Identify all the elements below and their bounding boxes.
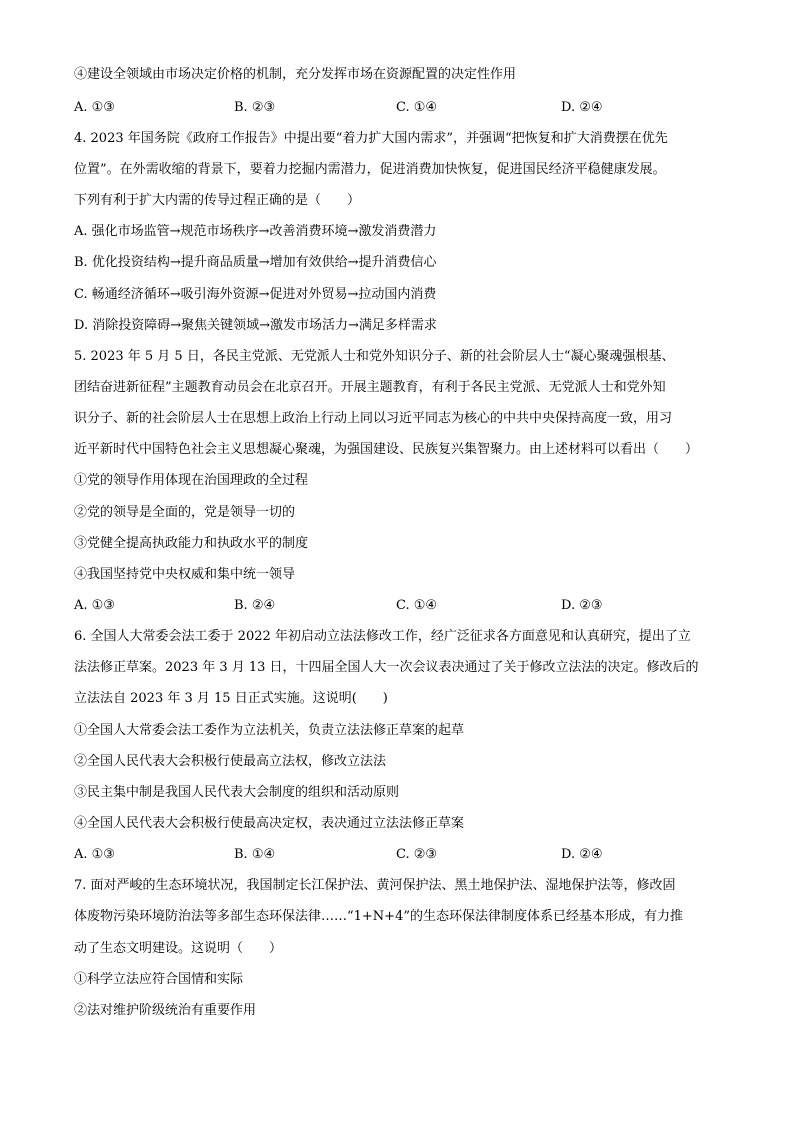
q3-statement-4: ④建设全领域由市场决定价格的机制，充分发挥市场在资源配置的决定性作用 bbox=[74, 67, 517, 82]
q6-stem-line-1: 6. 全国人大常委会法工委于 2022 年初启动立法法修改工作，经广泛征求各方面意见和认真研究，提出了立 bbox=[74, 629, 691, 644]
q6-statement-3: ③民主集中制是我国人民代表大会制度的组织和活动原则 bbox=[74, 785, 400, 800]
q5-option-c: C. ①④ bbox=[396, 598, 438, 613]
q6-option-c: C. ②③ bbox=[396, 847, 438, 862]
q4-stem-line-2: 位置”。在外需收缩的背景下，要着力挖掘内需潜力，促进消费加快恢复，促进国民经济平稳健康发展。 bbox=[74, 162, 666, 177]
q5-option-b: B. ②④ bbox=[234, 598, 276, 613]
q6-options bbox=[74, 846, 734, 864]
q5-statement-3: ③党健全提高执政能力和执政水平的制度 bbox=[74, 536, 309, 551]
q4-stem-line-1: 4. 2023 年国务院《政府工作报告》中提出要“着力扩大国内需求”，并强调“把恢复和扩大消费摆在优先 bbox=[74, 131, 668, 146]
q6-option-b: B. ①④ bbox=[234, 847, 276, 862]
q6-option-d: D. ②④ bbox=[561, 847, 603, 862]
q6-statement-1: ①全国人大常委会法工委作为立法机关，负责立法法修正草案的起草 bbox=[74, 723, 465, 738]
q6-stem-line-3: 立法法自 2023 年 3 月 15 日正式实施。这说明( ) bbox=[74, 691, 388, 706]
q5-stem-line-4: 近平新时代中国特色社会主义思想凝心聚魂，为强国建设、民族复兴集智聚力。由上述材料可以看出（ ） bbox=[74, 442, 699, 457]
q6-option-a: A. ①③ bbox=[74, 847, 115, 862]
q3-options bbox=[74, 99, 734, 117]
q5-statement-4: ④我国坚持党中央权威和集中统一领导 bbox=[74, 567, 296, 582]
q3-option-b: B. ②③ bbox=[234, 100, 276, 115]
q5-stem-line-1: 5. 2023 年 5 月 5 日，各民主党派、无党派人士和党外知识分子、新的社会阶层人士“凝心聚魂强根基、 bbox=[74, 349, 675, 364]
q7-statement-2: ②法对维护阶级统治有重要作用 bbox=[74, 1003, 257, 1018]
q7-stem-line-3: 动了生态文明建设。这说明（ ） bbox=[74, 941, 283, 956]
q5-option-a: A. ①③ bbox=[74, 598, 115, 613]
q4-stem-line-3: 下列有利于扩大内需的传导过程正确的是（ ） bbox=[74, 193, 361, 208]
q4-choice-a: A. 强化市场监管→规范市场秩序→改善消费环境→激发消费潜力 bbox=[74, 224, 437, 239]
q4-choice-d: D. 消除投资障碍→聚焦关键领域→激发市场活力→满足多样需求 bbox=[74, 318, 437, 333]
q3-option-a: A. ①③ bbox=[74, 100, 115, 115]
q5-statement-1: ①党的领导作用体现在治国理政的全过程 bbox=[74, 473, 309, 488]
q5-stem-line-3: 识分子、新的社会阶层人士在思想上政治上行动上同以习近平同志为核心的中共中央保持高度一致，用习 bbox=[74, 411, 673, 426]
q7-stem-line-2: 体废物污染环境防治法等多部生态环保法律……“1+N+4”的生态环保法律制度体系已经基本形成，有力推 bbox=[74, 909, 683, 924]
q7-stem-line-1: 7. 面对严峻的生态环境状况，我国制定长江保护法、黄河保护法、黑土地保护法、湿地保护法等，修改固 bbox=[74, 878, 676, 893]
q5-option-d: D. ②③ bbox=[561, 598, 603, 613]
q4-choice-c: C. 畅通经济循环→吸引海外资源→促进对外贸易→拉动国内消费 bbox=[74, 287, 437, 302]
q4-choice-b: B. 优化投资结构→提升商品质量→增加有效供给→提升消费信心 bbox=[74, 255, 437, 270]
q6-statement-4: ④全国人民代表大会积极行使最高决定权，表决通过立法法修正草案 bbox=[74, 816, 465, 831]
q3-option-c: C. ①④ bbox=[396, 100, 438, 115]
q3-option-d: D. ②④ bbox=[561, 100, 603, 115]
q5-options bbox=[74, 597, 734, 615]
q7-statement-1: ①科学立法应符合国情和实际 bbox=[74, 972, 244, 987]
q6-stem-line-2: 法法修正草案。2023 年 3 月 13 日，十四届全国人大一次会议表决通过了关于修改立法法的决定。修改后的 bbox=[74, 660, 699, 675]
q6-statement-2: ②全国人民代表大会积极行使最高立法权，修改立法法 bbox=[74, 754, 387, 769]
q5-statement-2: ②党的领导是全面的，党是领导一切的 bbox=[74, 505, 296, 520]
q5-stem-line-2: 团结奋进新征程”主题教育动员会在北京召开。开展主题教育，有利于各民主党派、无党派人士和党外知 bbox=[74, 380, 666, 395]
